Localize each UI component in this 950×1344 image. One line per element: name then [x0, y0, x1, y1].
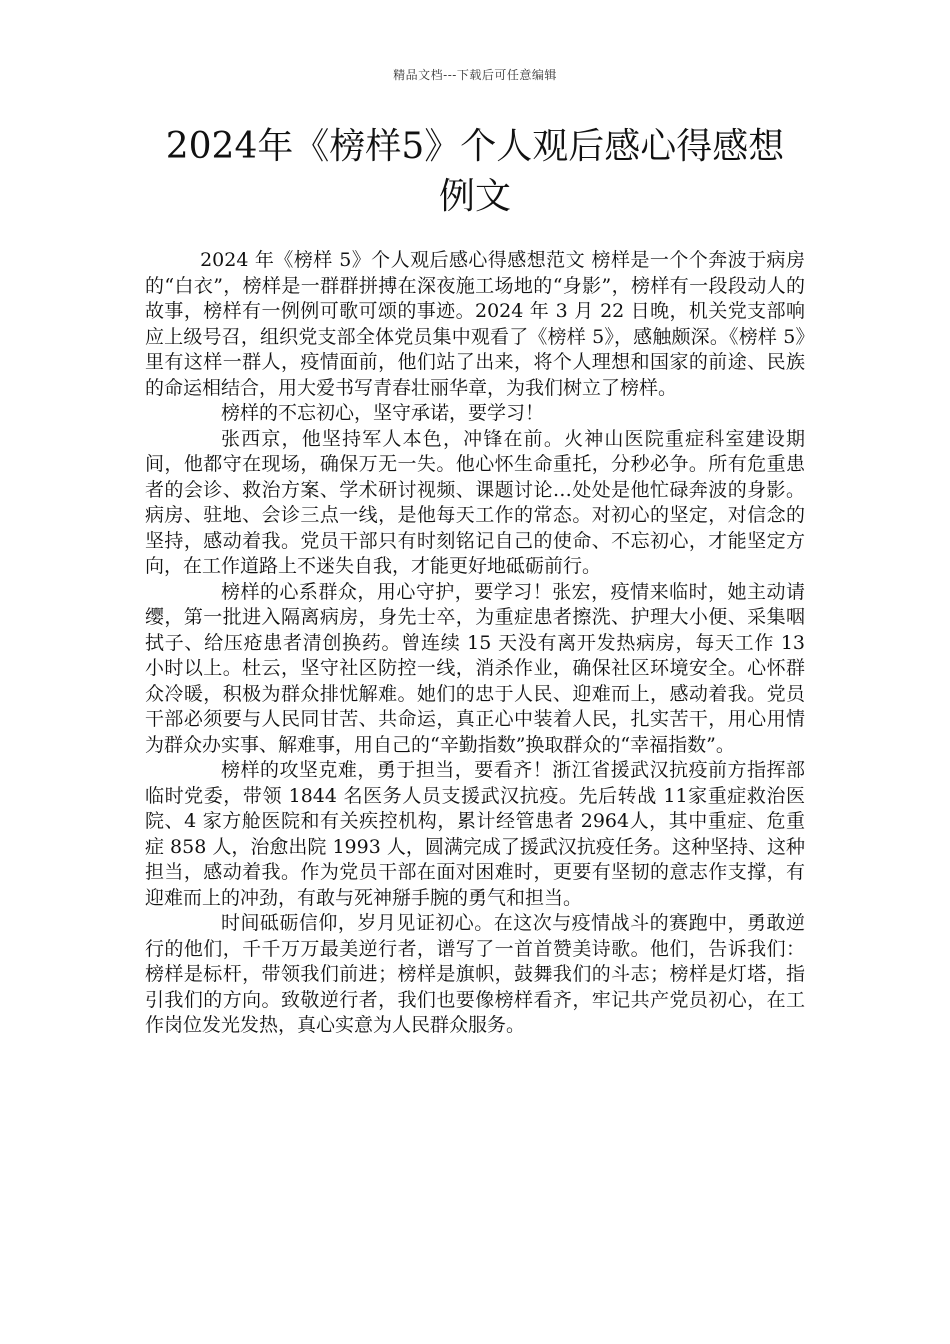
paragraph-intro: 2024 年《榜样 5》个人观后感心得感想范文 榜样是一个个奔波于病房的“白衣”，榜样是一群群拼搏在深夜施工场地的“身影”，榜样有一段段动人的故事，榜样有一例例可歌可颂的事迹。2024 年 3 月 22 日晚，机关党支部响应上级号召，组织党支部全体党员集中观看了《榜样 5》，感触颇深。《榜样 5》里有这样一群人，疫情面前，他们站了出来，将个人理想和国家的前途、民族的命运相结合，用大爱书写青春壮丽华章，为我们树立了榜样。 — [145, 249, 805, 399]
paragraph-heading-1: 榜样的不忘初心，坚守承诺，要学习！ — [221, 402, 545, 424]
paragraph-zhang-hong: 榜样的心系群众，用心守护，要学习！张宏，疫情来临时，她主动请缨，第一批进入隔离病房，身先士卒，为重症患者擦洗、护理大小便、采集咽拭子、给压疮患者清创换药。曾连续 15 天没有离开发热病房，每天工作 13 小时以上。杜云，坚守社区防控一线，消杀作业，确保社区环境安全。心怀群众冷暖，积极为群众排忧解难。她们的忠于人民、迎难而上，感动着我。党员干部必须要与人民同甘苦、共命运，真正心中装着人民，扎实苦干，用心用情为群众办实事、解难事，用自己的“辛勤指数”换取群众的“幸福指数”。 — [145, 580, 805, 756]
document-title: 2024年《榜样5》个人观后感心得感想例文 — [165, 126, 785, 217]
paragraph-zhejiang-team: 榜样的攻坚克难，勇于担当，要看齐！浙江省援武汉抗疫前方指挥部临时党委，带领 1844 名医务人员支援武汉抗疫。先后转战 11家重症救治医院、4 家方舱医院和有关疾控机构，累计经管患者 2964人，其中重症、危重症 858 人，治愈出院 1993 人，圆满完成了援武汉抗疫任务。这种坚持、这种担当，感动着我。作为党员干部在面对困难时，更要有坚韧的意志作支撑，有迎难而上的冲劲，有敢与死神掰手腕的勇气和担当。 — [145, 759, 805, 909]
header-note: 精品文档---下载后可任意编辑 — [393, 68, 557, 82]
document-body — [145, 248, 805, 1039]
paragraph-conclusion: 时间砥砺信仰，岁月见证初心。在这次与疫情战斗的赛跑中，勇敢逆行的他们，千千万万最美逆行者，谱写了一首首赞美诗歌。他们，告诉我们：榜样是标杆，带领我们前进；榜样是旗帜，鼓舞我们的斗志；榜样是灯塔，指引我们的方向。致敬逆行者，我们也要像榜样看齐，牢记共产党员初心，在工作岗位发光发热，真心实意为人民群众服务。 — [145, 912, 805, 1036]
paragraph-zhang-xijing: 张西京，他坚持军人本色，冲锋在前。火神山医院重症科室建设期间，他都守在现场，确保万无一失。他心怀生命重托，分秒必争。所有危重患者的会诊、救治方案、学术研讨视频、课题讨论…处处是他忙碌奔波的身影。病房、驻地、会诊三点一线，是他每天工作的常态。对初心的坚定，对信念的坚持，感动着我。党员干部只有时刻铭记自己的使命、不忘初心，才能坚定方向，在工作道路上不迷失自我，才能更好地砥砺前行。 — [145, 427, 805, 577]
